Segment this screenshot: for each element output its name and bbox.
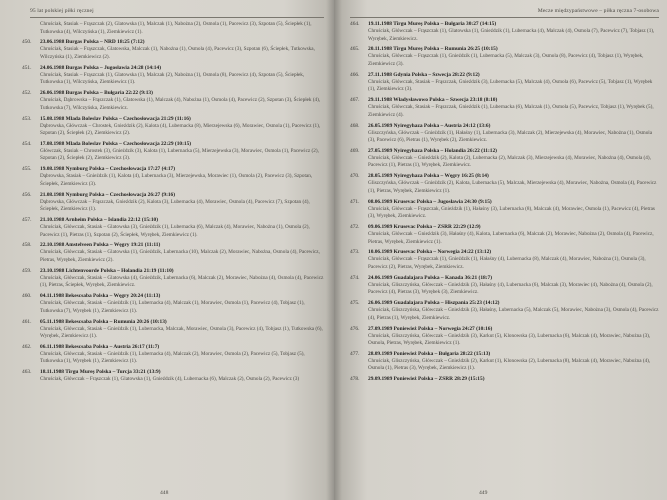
match-title: 28.05.1989 Nyiregyhaza Polska – Węgry 16:25 (8:14) xyxy=(368,173,489,180)
match-number: 452. xyxy=(22,90,32,97)
match-lineup: Chruściak, Główczak, Stasiak – Gnieździk (1), Lubernacka (4), Malczak (1), Morawiec, Osmola (1), Pacewicz (4), Tobjasz (1), Tutkowska (7), Wyrębek (1), Ziemkiewicz (1). xyxy=(40,300,305,314)
match-title: 27.11.1988 Gdynia Polska – Szwecja 28:22 (9:12) xyxy=(368,71,480,78)
match-number: 475. xyxy=(350,300,360,307)
match-number: 463. xyxy=(22,369,32,376)
match-entry xyxy=(22,39,324,61)
match-title: 23.06.1988 Burgas Polska – NRD 18:25 (7:12) xyxy=(40,39,145,46)
match-title: 20.11.1988 Tîrgu Mureş Polska – Rumunia 26:25 (10:15) xyxy=(368,46,498,53)
match-entry xyxy=(22,116,324,138)
match-entry xyxy=(350,148,659,170)
match-title: 04.11.1988 Bekescsaba Polska – Węgry 20:24 (11:13) xyxy=(40,293,161,300)
match-title: 19.08.1988 Nymburg Polska – Czechosłowacja 17:27 (4:17) xyxy=(40,166,176,173)
match-header xyxy=(350,326,659,333)
match-header xyxy=(350,224,659,231)
match-entry xyxy=(22,268,324,290)
match-list-right xyxy=(350,21,659,383)
match-lineup: Chruściak, Główczak – Frąszczak (1), Glatowska (1), Gnieździk (1), Lubernacka (4), Malczak (4), Osmola (7), Pacewicz (7), Tobjasz (1), Wyrębek, Ziemkiewicz. xyxy=(368,28,655,42)
match-title: 26.06.1989 Guadalajara Polska – Hiszpania 25:23 (14:12) xyxy=(368,300,500,307)
match-number: 464. xyxy=(350,21,360,27)
match-header xyxy=(22,319,324,326)
match-entry xyxy=(22,192,324,214)
match-entry xyxy=(350,72,659,94)
match-title: 05.11.1988 Bekescsaba Polska – Rumunia 20:26 (10:13) xyxy=(40,318,167,325)
match-lineup: Chruściak, Gliszczyńska, Główczak – Gnieździk (2), Karkut (1), Klonowska (2), Lubernacka (8), Malczak (4), Morawiec, Nabożna (4), Osmola (1), Pietras (3), Wyrębek, Ziemkiewicz (1). xyxy=(368,357,651,372)
match-lineup: Dąbrowska, Główczak – Chrostek, Gnieździk (2), Kalota (4), Lubernacka (8), Mierzejewska (6), Morawiec, Osmola (1), Pacewicz (1), Szpotan (2), Ściepłek (2), Ziemkiewicz (2). xyxy=(40,122,321,137)
match-number: 458. xyxy=(22,242,32,249)
match-lineup: Chruściak, Główczak, Stasiak – Glatowska (3), Gnieździk (1), Lubernacka (6), Malczak (4), Morawiec, Nabożna (1), Osmola (2), Pacewicz (1), Pietras (1), Szpotan (2), Ściepłek, Wyrębek, Ziemkiewicz (1). xyxy=(40,224,310,238)
match-header xyxy=(350,275,659,282)
match-number: 460. xyxy=(22,293,32,300)
match-entry xyxy=(350,224,659,246)
match-list-left xyxy=(22,21,324,384)
match-lineup: Chruściak, Główczak – Frąszczak (1), Gnieździk (1), Hałaśny (4), Lubernacka (8), Malczak (4), Morawiec, Nabożna (1), Osmola (3), Pacewicz (2), Pietras, Wyrębek, Ziemkiewicz. xyxy=(368,256,646,270)
match-number: 476. xyxy=(350,325,360,332)
match-number: 471. xyxy=(350,198,360,205)
match-title: 10.06.1989 Krusevac Polska – Norwegia 24:22 (13:12) xyxy=(368,249,492,256)
match-header xyxy=(22,141,324,148)
match-number: 467. xyxy=(350,97,360,104)
match-entry xyxy=(22,293,324,315)
match-entry xyxy=(350,326,659,348)
match-number: 456. xyxy=(22,191,32,198)
match-lineup: Chruściak, Stasiak – Frąszczak (2), Glatowska (1), Malczak (1), Nabożna (2), Osmola (1), Pacewicz (3), Szpotan (5), Ściepłek (1), Tutkowska (4), Wilczyńska (1), Ziemkiewicz (1). xyxy=(40,21,312,35)
match-entry xyxy=(350,351,659,373)
match-entry xyxy=(22,166,324,188)
match-entry xyxy=(350,97,659,119)
match-entry xyxy=(22,369,324,384)
match-title: 17.08.1988 Mlada Boleslav Polska – Czechosłowacja 22:29 (10:15) xyxy=(40,140,192,147)
match-lineup: Chruściak, Główczak, Stasiak – Frąszczak, Gnieździk (1), Lubernacka (6), Malczak (1), Osmola (5), Pacewicz, Tobjasz (1), Wyrębek (5), Ziemkiewicz (4). xyxy=(368,104,654,118)
page-number-left: 448 xyxy=(160,490,169,496)
match-lineup: Chruściak, Główczak – Gnieździk (2), Kalota (2), Lubernacka (2), Malczak (3), Mierzejewska (4), Morawiec, Nabożna (4), Osmola (4), Pacewicz (1), Pietras (1), Wyrębek, Ziemkiewicz. xyxy=(368,154,651,169)
match-number: 469. xyxy=(350,147,360,154)
match-entry xyxy=(22,90,324,112)
running-head-right: Mecze międzypaństwowe – piłka ręczna 7-osobowa xyxy=(350,8,659,18)
match-header xyxy=(350,123,659,130)
match-title: 24.06.1988 Burgas Polska – Jugosławia 24:28 (14:14) xyxy=(40,64,161,71)
match-title: 15.08.1988 Mlada Boleslav Polska – Czechosłowacja 21:29 (11:16) xyxy=(40,115,191,122)
match-entry xyxy=(22,344,324,366)
match-number: 465. xyxy=(350,46,360,53)
match-number: 454. xyxy=(22,140,32,147)
match-title: 21.10.1988 Arnheim Polska – Islandia 22:12 (15:10) xyxy=(40,217,159,223)
match-entry xyxy=(22,65,324,87)
match-title: 29.09.1989 Poniewież Polska – ZSRR 28:29 (15:15) xyxy=(368,376,485,383)
match-header xyxy=(22,65,324,72)
match-title: 22.10.1988 Amstelveen Polska – Węgry 19:21 (11:11) xyxy=(40,242,161,249)
match-header xyxy=(22,268,324,275)
match-lineup: Chruściak, Główczak, Stasiak – Glatowska (1), Gnieździk, Lubernacka (10), Malczak (2), Morawiec, Nabożna, Osmola (4), Pacewicz, Pietras, Wyrębek, Ziemkiewicz (2). xyxy=(40,249,320,263)
match-lineup: Główczak, Stasiak – Chrostek (3), Gnieździk (3), Kalota (1), Lubernacka (5), Mierzejewska (3), Morawiec, Osmola (1), Pacewicz (2), Szpotan (2), Ściepłek (2), Ziemkiewicz (3). xyxy=(40,147,319,162)
match-number: 466. xyxy=(350,71,360,78)
match-title: 29.11.1988 Władysławowo Polska – Szwecja 23:18 (8:10) xyxy=(368,97,498,104)
match-number: 477. xyxy=(350,350,360,357)
match-entry xyxy=(350,123,659,145)
match-lineup: Dąbrowska, Główczak – Frąszczak, Gnieździk (2), Kalota (3), Lubernacka (4), Morawiec, Osmola (4), Pacewicz (7), Szpotan (4), Ściepłek, Ziemkiewicz (1). xyxy=(40,198,310,213)
match-number: 470. xyxy=(350,173,360,180)
match-lineup: Chruściak, Główczak, Stasiak – Gnieździk (1), Lubernacka (4), Malczak (2), Morawiec, Osmola (2), Pacewicz (5), Tobjasz (5), Tutkowska (1), Wyrębek (1), Ziemkiewicz (1). xyxy=(40,350,305,365)
match-entry xyxy=(22,141,324,163)
match-lineup: Chruściak, Główczak – Frąszczak, Gnieździk (1), Hałaśny (3), Lubernacka (8), Malczak (4), Morawiec, Osmola (1), Pacewicz (4), Pietras (3), Wyrębek, Ziemkiewicz. xyxy=(368,205,655,220)
match-entry xyxy=(22,242,324,264)
match-entry xyxy=(22,319,324,341)
match-title: 26.05.1989 Nyiregyhaza Polska – Austria 24:12 (13:6) xyxy=(368,122,491,129)
match-lineup: Chruściak, Dąbrowska – Frąszczak (1), Glatowska (1), Malczak (4), Nabożna (1), Osmola (4), Pacewicz (2), Szpotan (3), Ściepłek (4), Tutkowska (7), Wilczyńska, Ziemkiewicz. xyxy=(40,97,321,111)
match-entry xyxy=(350,21,659,43)
match-header xyxy=(22,344,324,351)
match-header xyxy=(22,192,324,199)
match-title: 06.11.1988 Bekescsaba Polska – Austria 26:17 (11:7) xyxy=(40,343,160,350)
match-entry xyxy=(350,249,659,271)
match-number: 459. xyxy=(22,267,32,274)
match-number: 474. xyxy=(350,274,360,281)
match-title: 26.06.1988 Burgas Polska – Bułgaria 22:22 (9:13) xyxy=(40,90,153,97)
match-lineup: Chruściak, Główczak, Stasiak – Glatowska (4), Gnieździk, Lubernacka (6), Malczak (2), Morawiec, Nabożna (4), Osmola (4), Pacewicz (1), Pietras, Ściepłek, Wyrębek, Ziemkiewicz. xyxy=(40,274,324,289)
match-header xyxy=(22,217,324,224)
match-title: 08.06.1989 Krusevac Polska – Jugosławia 24:30 (9:15) xyxy=(368,198,492,205)
match-entry xyxy=(350,300,659,322)
match-number: 455. xyxy=(22,166,32,173)
match-lineup: Chruściak, Gliszczyńska, Główczak – Gnieździk (3), Karkut (5), Klonowska (3), Lubernacka (6), Malczak (4), Morawiec, Nabożna (3), Osmola, Pietras, Wyrębek, Ziemkiewicz (1). xyxy=(368,332,651,347)
match-title: 09.06.1989 Krusevac Polska – ZSRR 22:29 (12:9) xyxy=(368,224,481,230)
match-title: 18.11.1988 Tîrgu Mureş Polska – Turcja 33:21 (13:9) xyxy=(40,369,161,376)
match-entry xyxy=(22,217,324,239)
match-lineup: Gliszczyńska, Główczak – Gnieździk (2), Kalota, Lubernacka (5), Malczak, Mierzejewska (4), Morawiec, Nabożna, Osmola (4), Pacewicz (1), Pietras, Wyrębek, Ziemkiewicz (1). xyxy=(368,180,657,194)
running-head-left: 95 lat polskiej piłki ręcznej xyxy=(30,8,324,18)
match-header xyxy=(350,148,659,155)
match-title: 27.09.1989 Poniewież Polska – Norwegia 24:27 (10:16) xyxy=(368,325,493,332)
page-number-right: 449 xyxy=(479,490,488,496)
match-header xyxy=(22,116,324,123)
match-lineup: Chruściak, Główczak, Stasiak – Gnieździk (1), Lubernacka, Malczak, Morawiec, Osmola (3), Pacewicz (4), Tobjasz (1), Tutkowska (6), Wyrębek, Ziemkiewicz (1). xyxy=(40,325,323,340)
match-header xyxy=(350,21,659,28)
match-lineup: Dąbrowska, Stasiak – Gnieździk (1), Kalota (4), Lubernacka (3), Mierzejewska, Morawiec (1), Osmola (2), Pacewicz (3), Szpotan, Ściepłek, Ziemkiewicz (3). xyxy=(40,173,313,187)
match-number: 462. xyxy=(22,343,32,350)
match-lineup: Chruściak, Stasiak – Frąszczak (1), Glatowska (1), Malczak (2), Nabożna (1), Osmola (8), Pacewicz (4), Szpotan (5), Ściepłek, Tutkowska (1), Wilczyńska, Ziemkiewicz (1). xyxy=(40,71,305,86)
match-lineup: Chruściak, Główczak, Stasiak – Frąszczak, Gnieździk (3), Lubernacka (5), Malczak (4), Osmola (6), Pacewicz (5), Tobjasz (1), Wyrębek (1), Ziemkiewicz (3). xyxy=(368,78,653,93)
match-number: 472. xyxy=(350,224,360,230)
match-title: 21.08.1988 Nymburg Polska – Czechosłowacja 26:27 (9:16) xyxy=(40,191,176,198)
match-number: 453. xyxy=(22,115,32,122)
match-title: 27.05.1989 Nyiregyhaza Polska – Holandia 26:22 (11:12) xyxy=(368,147,497,154)
match-number: 450. xyxy=(22,39,32,46)
right-page xyxy=(334,0,667,500)
match-number: 451. xyxy=(22,64,32,71)
match-lineup: Chruściak, Główczak – Gnieździk (3), Hałaśny (4), Kalota, Lubernacka (6), Malczak (2), Morawiec, Nabożna (2), Osmola (4), Pacewicz, Pietras, Wyrębek, Ziemkiewicz (1). xyxy=(368,231,654,245)
match-lineup: Chruściak, Gliszczyńska, Główczak – Gnieździk (3), Hałaśny (4), Lubernacka (6), Malczak (3), Morawiec (4), Nabożna (4), Osmola (2), Pacewicz (4), Pietras (3), Wyrębek (3), Ziemkiewicz. xyxy=(368,281,653,296)
match-lineup: Chruściak, Gliszczyńska, Główczak – Gnieździk (3), Hałaśny, Lubernacka (5), Malczak (5), Morawiec, Nabożna (3), Osmola (4), Pacewicz (4), Pietras (1), Wyrębek, Ziemkiewicz. xyxy=(368,307,659,321)
match-header xyxy=(350,199,659,206)
match-title: 28.09.1989 Poniewież Polska – Bułgaria 28:22 (15:13) xyxy=(368,350,491,357)
match-lineup: Gliszczyńska, Główczak – Gnieździk (1), Hałaśny (1), Lubernacka (3), Malczak (2), Mierzejewska (4), Morawiec, Nabożna (1), Osmola (3), Pacewicz (6), Pietras (1), Wyrębek (2), Ziemkiewicz. xyxy=(368,129,653,144)
match-header xyxy=(350,72,659,79)
match-entry xyxy=(22,21,324,36)
match-entry xyxy=(350,376,659,383)
match-title: 23.10.1988 Lichtenvoorde Polska – Holandia 21:19 (11:10) xyxy=(40,267,174,274)
match-entry xyxy=(350,275,659,297)
match-entry xyxy=(350,199,659,221)
match-entry xyxy=(350,173,659,195)
match-lineup: Chruściak, Główczak – Frąszczak (1), Glatowska (1), Gnieździk (4), Lubernacka (6), Malczak (2), Osmola (2), Pacewicz (3) xyxy=(40,376,300,383)
match-lineup: Chruściak, Stasiak – Frąszczak, Glatowska, Malczak (1), Nabożna (1), Osmola (4), Pacewicz (3), Szpotan (6), Ściepłek, Tutkowska, Wilczyńska (1), Ziemkiewicz (2). xyxy=(40,46,315,60)
match-number: 461. xyxy=(22,318,32,325)
match-header xyxy=(350,376,659,383)
match-number: 457. xyxy=(22,217,32,223)
match-number: 468. xyxy=(350,122,360,129)
match-lineup: Chruściak, Główczak – Frąszczak (1), Gnieździk (1), Lubernacka (5), Malczak (3), Osmola (8), Pacewicz (4), Tobjasz (1), Wyrębek, Ziemkiewicz (3). xyxy=(368,53,644,67)
match-number: 478. xyxy=(350,376,360,383)
match-entry xyxy=(350,46,659,68)
match-title: 24.06.1989 Guadalajara Polska – Kanada 36:21 (18:7) xyxy=(368,274,492,281)
match-number: 473. xyxy=(350,249,360,256)
match-title: 19.11.1988 Tîrgu Mureş Polska – Bułgaria 30:27 (14:15) xyxy=(368,21,497,27)
match-header xyxy=(350,351,659,358)
